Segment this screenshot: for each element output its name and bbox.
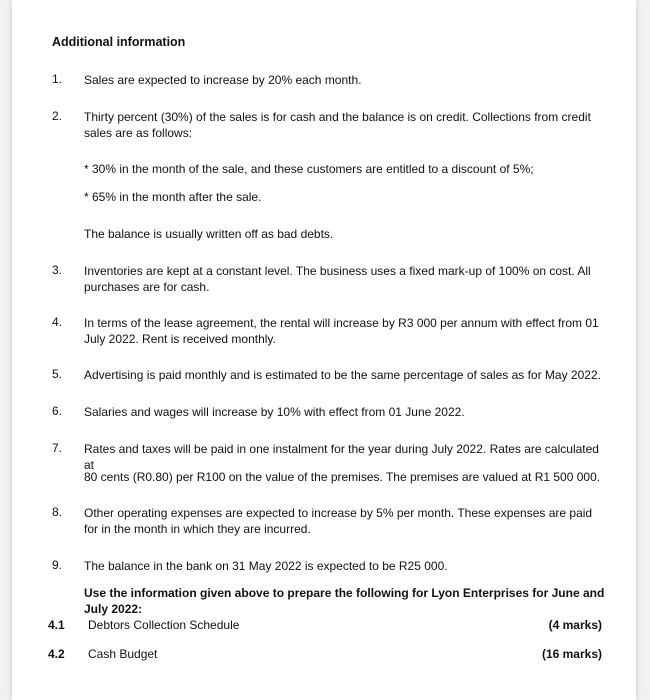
item-sub-text: * 30% in the month of the sale, and these customers are entitled to a discount of 5%; — [84, 162, 534, 176]
item-number: 6. — [52, 404, 63, 418]
item-number: 2. — [52, 109, 63, 123]
question-marks: (4 marks) — [548, 618, 602, 632]
item-number: 9. — [52, 558, 63, 572]
item-number: 1. — [52, 72, 63, 86]
question-text: Cash Budget — [88, 647, 158, 661]
item-continuation: 80 cents (R0.80) per R100 on the value of the premises. The premises are valued at R1 500 000. — [84, 470, 601, 484]
item-text: Salaries and wages will increase by 10% with effect from 01 June 2022. — [84, 405, 465, 419]
item-text: Thirty percent (30%) of the sales is for cash and the balance is on credit. Collections from credit sales are as follows: — [84, 110, 591, 140]
item-text: Inventories are kept at a constant level. The business uses a fixed mark-up of 100% on cost. All purchases are for cash. — [84, 264, 591, 294]
item-number: 3. — [52, 263, 63, 277]
question-number: 4.1 — [48, 618, 65, 632]
instruction-text: Use the information given above to prepare the following for Lyon Enterprises for June and July 2022: — [84, 586, 605, 616]
question-number: 4.2 — [48, 647, 65, 661]
item-text: Advertising is paid monthly and is estimated to be the same percentage of sales as for May 2022. — [84, 368, 601, 382]
item-text: The balance in the bank on 31 May 2022 is expected to be R25 000. — [84, 559, 448, 573]
question-marks: (16 marks) — [541, 647, 602, 661]
item-number: 8. — [52, 505, 63, 519]
question-text: Debtors Collection Schedule — [88, 618, 240, 632]
item-text: In terms of the lease agreement, the rental will increase by R3 000 per annum with effect from 01 July 2022. Rent is received monthly. — [84, 316, 599, 346]
item-text: Rates and taxes will be paid in one instalment for the year during July 2022. Rates are calculated at — [84, 442, 599, 472]
item-number: 4. — [52, 315, 63, 329]
item-sub-text: * 65% in the month after the sale. — [84, 190, 262, 204]
item-text: Sales are expected to increase by 20% each month. — [84, 73, 362, 87]
document-page — [12, 0, 636, 700]
item-number: 5. — [52, 367, 63, 381]
item-sub-text: The balance is usually written off as bad debts. — [84, 227, 334, 241]
item-number: 7. — [52, 441, 63, 455]
section-heading: Additional information — [52, 35, 186, 49]
item-text: Other operating expenses are expected to increase by 5% per month. These expenses are paid for in the month in which they are incurred. — [84, 506, 593, 536]
